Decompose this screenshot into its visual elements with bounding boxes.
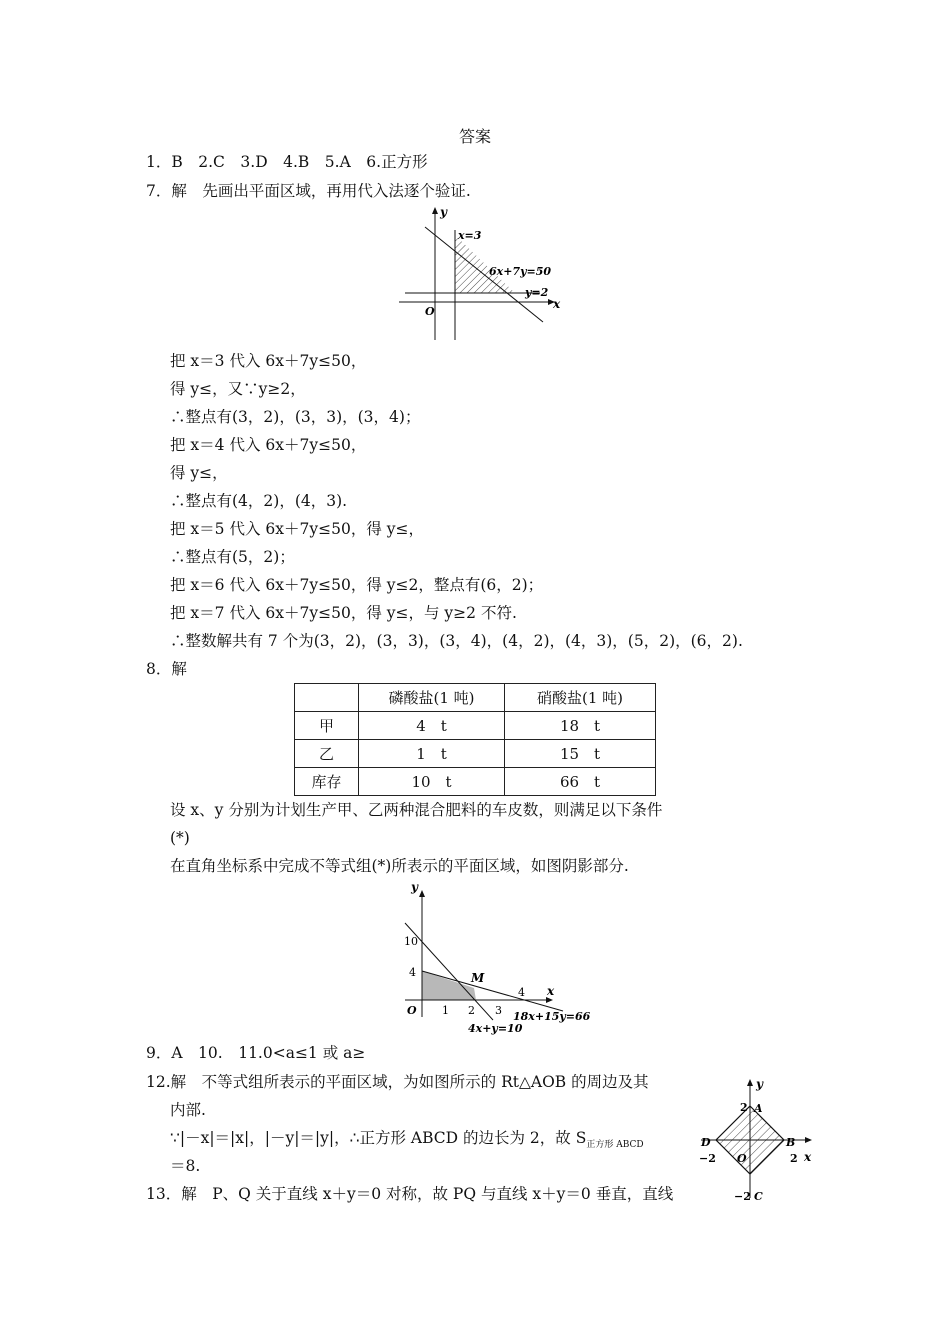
tick-y-10: 10 bbox=[404, 935, 418, 948]
tick-y-4: 4 bbox=[409, 966, 416, 979]
label-y-2: y=2 bbox=[525, 286, 549, 299]
x-axis-label: x bbox=[804, 1150, 812, 1164]
table-cell: 库存 bbox=[295, 768, 359, 796]
table-cell: 15 t bbox=[505, 740, 656, 768]
x-axis-arrow bbox=[805, 1137, 812, 1143]
origin-label: O bbox=[737, 1152, 747, 1165]
table-cell: 66 t bbox=[505, 768, 656, 796]
answer-12-line-2: 内部. bbox=[170, 1101, 206, 1119]
origin-label: O bbox=[425, 305, 435, 318]
label-6x7y-50: 6x+7y=50 bbox=[489, 265, 551, 278]
table-cell: 甲 bbox=[295, 712, 359, 740]
step-line-5: 得 y≤， bbox=[170, 464, 228, 482]
point-A-label: A bbox=[754, 1102, 763, 1115]
answer-12-line-3 bbox=[170, 1128, 644, 1151]
label-18x-15y-66: 18x+15y=66 bbox=[513, 1010, 591, 1023]
figure-8-graph bbox=[395, 877, 595, 1035]
point-B-label: B bbox=[786, 1136, 796, 1149]
page-title: 答案 bbox=[458, 127, 491, 146]
y-axis-label: y bbox=[411, 880, 418, 894]
step-line-1: 把 x＝3 代入 6x＋7y≤50， bbox=[170, 352, 367, 370]
setup-line-3: 在直角坐标系中完成不等式组(*)所表示的平面区域，如图阴影部分. bbox=[170, 857, 629, 875]
setup-line-1: 设 x、y 分别为计划生产甲、乙两种混合肥料的车皮数，则满足以下条件 bbox=[170, 801, 663, 819]
table-cell: 10 t bbox=[359, 768, 505, 796]
tick-x-3: 3 bbox=[495, 1004, 502, 1017]
tick-x-1: 1 bbox=[442, 1004, 449, 1017]
x-axis-label: x bbox=[547, 984, 555, 998]
answer-line-8: 8．解 bbox=[146, 660, 187, 678]
label-4x-y-10: 4x+y=10 bbox=[468, 1022, 523, 1035]
answer-line-9-11: 9．A 10. 11.0<a≤1 或 a≥ bbox=[146, 1044, 366, 1062]
table-cell: 4 t bbox=[359, 712, 505, 740]
square-area-subscript: 正方形 ABCD bbox=[586, 1140, 644, 1150]
answer-line-1: 1．B 2.C 3.D 4.B 5.A 6.正方形 bbox=[146, 153, 428, 171]
answer-line-7: 7．解 先画出平面区域，再用代入法逐个验证. bbox=[146, 182, 471, 200]
y-axis-arrow bbox=[419, 890, 425, 897]
step-line-2: 得 y≤，又∵y≥2， bbox=[170, 380, 306, 398]
x-axis-label: x bbox=[553, 297, 561, 311]
answer-12-line-3-text: ∵|－x|＝|x|，|－y|＝|y|，∴正方形 ABCD 的边长为 2，故 S bbox=[170, 1129, 587, 1147]
answer-line-12: 12.解 不等式组所表示的平面区域，为如图所示的 Rt△AOB 的周边及其 bbox=[146, 1073, 649, 1091]
step-line-4: 把 x＝4 代入 6x＋7y≤50， bbox=[170, 436, 367, 454]
answer-line-13: 13．解 P、Q 关于直线 x＋y＝0 对称，故 PQ 与直线 x＋y＝0 垂直，直线 bbox=[146, 1185, 674, 1203]
step-line-7: 把 x＝5 代入 6x＋7y≤50，得 y≤， bbox=[170, 520, 424, 538]
y-axis-label: y bbox=[756, 1077, 763, 1091]
fertilizer-table bbox=[294, 683, 656, 796]
step-line-11: ∴整数解共有 7 个为(3，2)，(3，3)，(3，4)，(4，2)，(4，3)，(5，2)，(6，2). bbox=[170, 632, 743, 650]
tick-x-2: 2 bbox=[790, 1152, 798, 1165]
tick-y-minus-2: −2 bbox=[734, 1190, 751, 1203]
table-header-cell: 磷酸盐(1 吨) bbox=[359, 684, 505, 712]
table-header-cell: 硝酸盐(1 吨) bbox=[505, 684, 656, 712]
table-cell: 18 t bbox=[505, 712, 656, 740]
step-line-10: 把 x＝7 代入 6x＋7y≤50，得 y≤，与 y≥2 不符. bbox=[170, 604, 517, 622]
point-D-label: D bbox=[701, 1136, 711, 1149]
table-cell: 1 t bbox=[359, 740, 505, 768]
step-line-6: ∴整点有(4，2)，(4，3). bbox=[170, 492, 348, 510]
step-line-9: 把 x＝6 代入 6x＋7y≤50，得 y≤2，整点有(6，2)； bbox=[170, 576, 544, 594]
figure-7-graph bbox=[395, 202, 565, 347]
step-line-8: ∴整点有(5，2)； bbox=[170, 548, 295, 566]
table-header-cell bbox=[295, 684, 359, 712]
point-C-label: C bbox=[754, 1190, 763, 1203]
tick-x-2: 2 bbox=[468, 1004, 475, 1017]
point-M-label: M bbox=[471, 971, 485, 985]
table-row bbox=[295, 740, 656, 768]
label-x-3: x=3 bbox=[458, 229, 482, 242]
y-axis-label: y bbox=[440, 205, 447, 219]
tick-x-minus-2: −2 bbox=[699, 1152, 716, 1165]
shaded-region bbox=[422, 971, 476, 1000]
table-row bbox=[295, 712, 656, 740]
y-axis-arrow bbox=[432, 207, 438, 214]
setup-line-2: (*) bbox=[170, 829, 190, 847]
shaded-region bbox=[455, 235, 515, 293]
tick-y-2: 2 bbox=[740, 1101, 748, 1114]
y-axis-arrow bbox=[747, 1079, 753, 1086]
table-row bbox=[295, 768, 656, 796]
step-line-3: ∴整点有(3，2)，(3，3)，(3，4)； bbox=[170, 408, 421, 426]
tick-x-4: 4 bbox=[518, 986, 525, 999]
table-cell: 乙 bbox=[295, 740, 359, 768]
table-header-row bbox=[295, 684, 656, 712]
figure-12-graph bbox=[696, 1074, 820, 1206]
origin-label: O bbox=[407, 1004, 417, 1017]
answer-12-line-4: ＝8. bbox=[170, 1157, 201, 1175]
